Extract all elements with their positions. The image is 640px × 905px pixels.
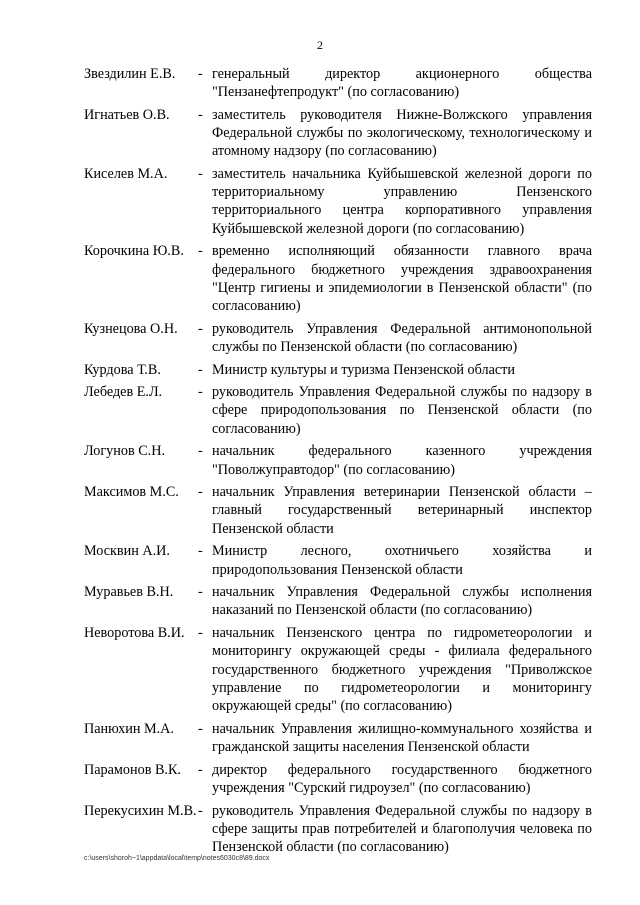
member-row	[84, 542, 592, 578]
member-row	[84, 65, 592, 101]
member-position: начальник Управления ветеринарии Пензенской области – главный государственный ветеринарный инспектор Пензенской области	[212, 484, 592, 537]
member-position: Министр лесного, охотничьего хозяйства и природопользования Пензенской области	[212, 543, 592, 578]
member-name: Курдова Т.В.	[84, 361, 161, 378]
member-position: начальник Управления Федеральной службы исполнения наказаний по Пензенской области (по согласованию)	[212, 584, 592, 619]
member-dash: -	[198, 720, 203, 737]
member-position: начальник федерального казенного учреждения "Поволжуправтодор" (по согласованию)	[212, 443, 592, 478]
member-row	[84, 165, 592, 238]
member-row	[84, 242, 592, 315]
member-position: директор федерального государственного бюджетного учреждения "Сурский гидроузел" (по согласованию)	[212, 761, 592, 796]
member-name: Киселев М.А.	[84, 166, 168, 183]
member-name: Корочкина Ю.В.	[84, 243, 184, 260]
member-position: руководитель Управления Федеральной службы по надзору в сфере природопользования по Пензенской области (по согласованию)	[212, 384, 592, 437]
member-position: начальник Пензенского центра по гидрометеорологии и мониторингу окружающей среды - филиала федерального государственного бюджетного учреждения "Приволжское управление по гидрометеорологии и мониторингу окружающей среды" (по согласованию)	[212, 625, 592, 714]
member-row	[84, 720, 592, 756]
file-path-footer: c:\users\shoroh~1\appdata\local\temp\notes6030c8\89.docx	[84, 855, 270, 862]
member-dash: -	[198, 761, 203, 778]
page-number: 2	[317, 38, 323, 52]
member-dash: -	[198, 243, 203, 260]
member-name: Лебедев Е.Л.	[84, 384, 163, 401]
member-position: заместитель руководителя Нижне-Волжского управления Федеральной службы по экологическому, технологическому и атомному надзору (по согласованию)	[212, 106, 592, 160]
member-row	[84, 583, 592, 619]
member-name: Муравьев В.Н.	[84, 584, 174, 601]
member-position: руководитель Управления Федеральной службы по надзору в сфере защиты прав потребителей и благополучия человека по Пензенской области (по согласованию)	[212, 802, 592, 855]
member-list	[84, 65, 592, 861]
member-dash: -	[198, 361, 203, 378]
member-position: руководитель Управления Федеральной антимонопольной службы по Пензенской области (по согласованию)	[212, 320, 592, 355]
member-dash: -	[198, 443, 203, 460]
member-name: Игнатьев О.В.	[84, 106, 170, 123]
member-name: Панюхин М.А.	[84, 720, 174, 737]
member-row	[84, 442, 592, 478]
member-dash: -	[198, 106, 203, 123]
member-row	[84, 383, 592, 438]
member-dash: -	[198, 384, 203, 401]
member-name: Парамонов В.К.	[84, 761, 181, 778]
member-dash: -	[198, 584, 203, 601]
member-name: Неворотова В.И.	[84, 625, 185, 642]
member-dash: -	[198, 166, 203, 183]
member-dash: -	[198, 320, 203, 337]
member-row	[84, 624, 592, 715]
member-position: генеральный директор акционерного общества "Пензанефтепродукт" (по согласованию)	[212, 66, 592, 101]
member-row	[84, 802, 592, 857]
member-row	[84, 320, 592, 356]
member-row	[84, 106, 592, 161]
member-row	[84, 761, 592, 797]
member-name: Перекусихин М.В.	[84, 802, 197, 819]
member-name: Максимов М.С.	[84, 484, 179, 501]
member-dash: -	[198, 802, 203, 819]
member-dash: -	[198, 625, 203, 642]
member-position: Министр культуры и туризма Пензенской области	[212, 361, 515, 378]
member-row	[84, 483, 592, 538]
member-row	[84, 361, 592, 379]
member-dash: -	[198, 484, 203, 501]
member-dash: -	[198, 66, 203, 82]
member-position: начальник Управления жилищно-коммунального хозяйства и гражданской защиты населения Пензенской области	[212, 720, 592, 755]
member-name: Логунов С.Н.	[84, 443, 166, 460]
member-position: временно исполняющий обязанности главного врача федерального бюджетного учреждения здравоохранения "Центр гигиены и эпидемиологии в Пензенской области" (по согласованию)	[212, 243, 592, 314]
member-dash: -	[198, 543, 203, 560]
member-position: заместитель начальника Куйбышевской железной дороги по территориальному управлению Пензенского территориального центра корпоративного управления Куйбышевской железной дороги (по согласованию)	[212, 166, 592, 237]
member-name: Москвин А.И.	[84, 543, 170, 560]
member-name: Звездилин Е.В.	[84, 66, 176, 82]
member-name: Кузнецова О.Н.	[84, 320, 178, 337]
